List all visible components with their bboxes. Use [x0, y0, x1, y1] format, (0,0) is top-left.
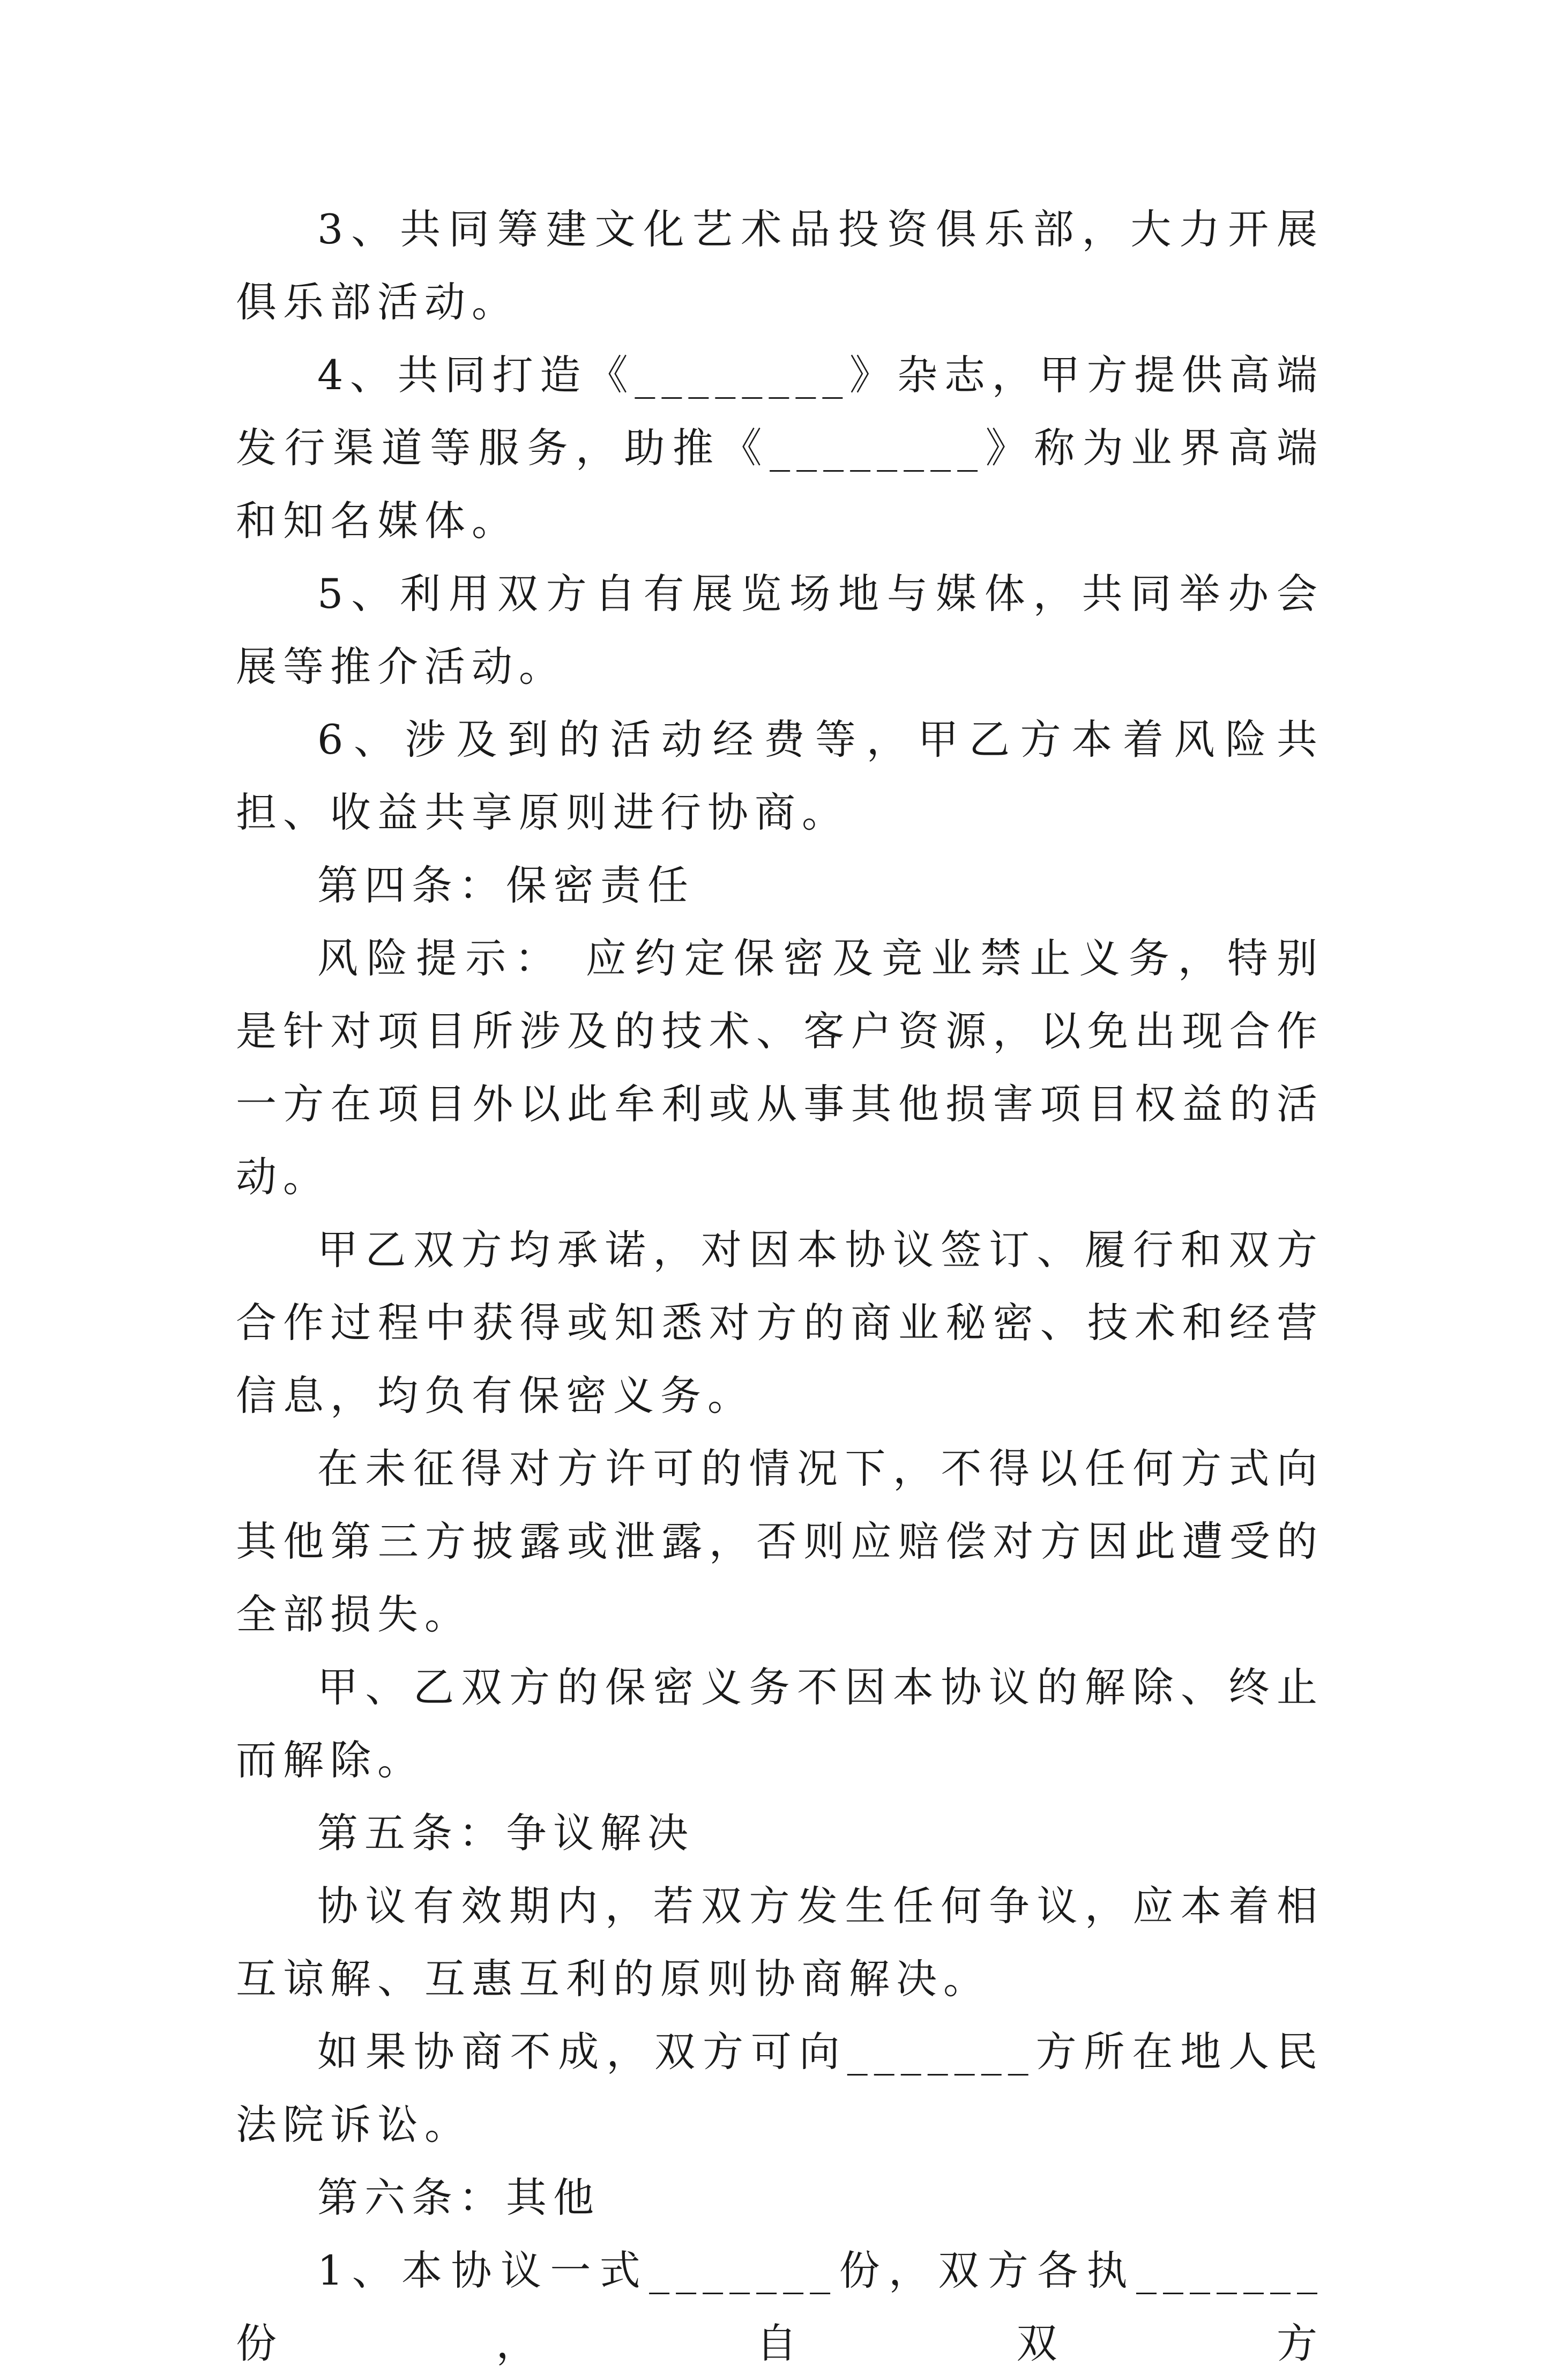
paragraph-magazine: 4、共同打造《________》杂志，甲方提供高端发行渠道等服务，助推《________》称为业界高端和知名媒体。 [236, 351, 1324, 545]
paragraph-court-jurisdiction: 如果协商不成，双方可向_______方所在地人民法院诉讼。 [236, 2028, 1324, 2148]
paragraph-disclosure: 在未征得对方许可的情况下，不得以任何方式向其他第三方披露或泄露，否则应赔偿对方因此遭受的全部损失。 [236, 1445, 1324, 1638]
paragraph-risk-notice: 风险提示： 应约定保密及竞业禁止义务，特别是针对项目所涉及的技术、客户资源，以免出现合作一方在项目外以此牟利或从事其他损害项目权益的活动。 [236, 934, 1324, 1201]
section-heading-other: 第六条：其他 [317, 2174, 600, 2221]
paragraph-dispute-negotiation: 协议有效期内，若双方发生任何争议，应本着相互谅解、互惠互利的原则协商解决。 [236, 1882, 1324, 2003]
document-body [236, 193, 1324, 2380]
paragraph-copies: 1、本协议一式_______份，双方各执_______份，自双方 [236, 2247, 1324, 2367]
paragraph-exhibition: 5、利用双方自有展览场地与媒体，共同举办会展等推介活动。 [236, 570, 1324, 690]
paragraph-club-activities: 3、共同筹建文化艺术品投资俱乐部，大力开展俱乐部活动。 [236, 205, 1324, 326]
paragraph-confidentiality-commitment: 甲乙双方均承诺，对因本协议签订、履行和双方合作过程中获得或知悉对方的商业秘密、技术和经营信息，均负有保密义务。 [236, 1226, 1324, 1419]
section-heading-confidentiality: 第四条：保密责任 [317, 861, 695, 909]
section-heading-dispute: 第五条：争议解决 [317, 1809, 695, 1857]
paragraph-expenses: 6、涉及到的活动经费等，甲乙方本着风险共担、收益共享原则进行协商。 [236, 716, 1324, 836]
paragraph-confidentiality-survival: 甲、乙双方的保密义务不因本协议的解除、终止而解除。 [236, 1663, 1324, 1784]
